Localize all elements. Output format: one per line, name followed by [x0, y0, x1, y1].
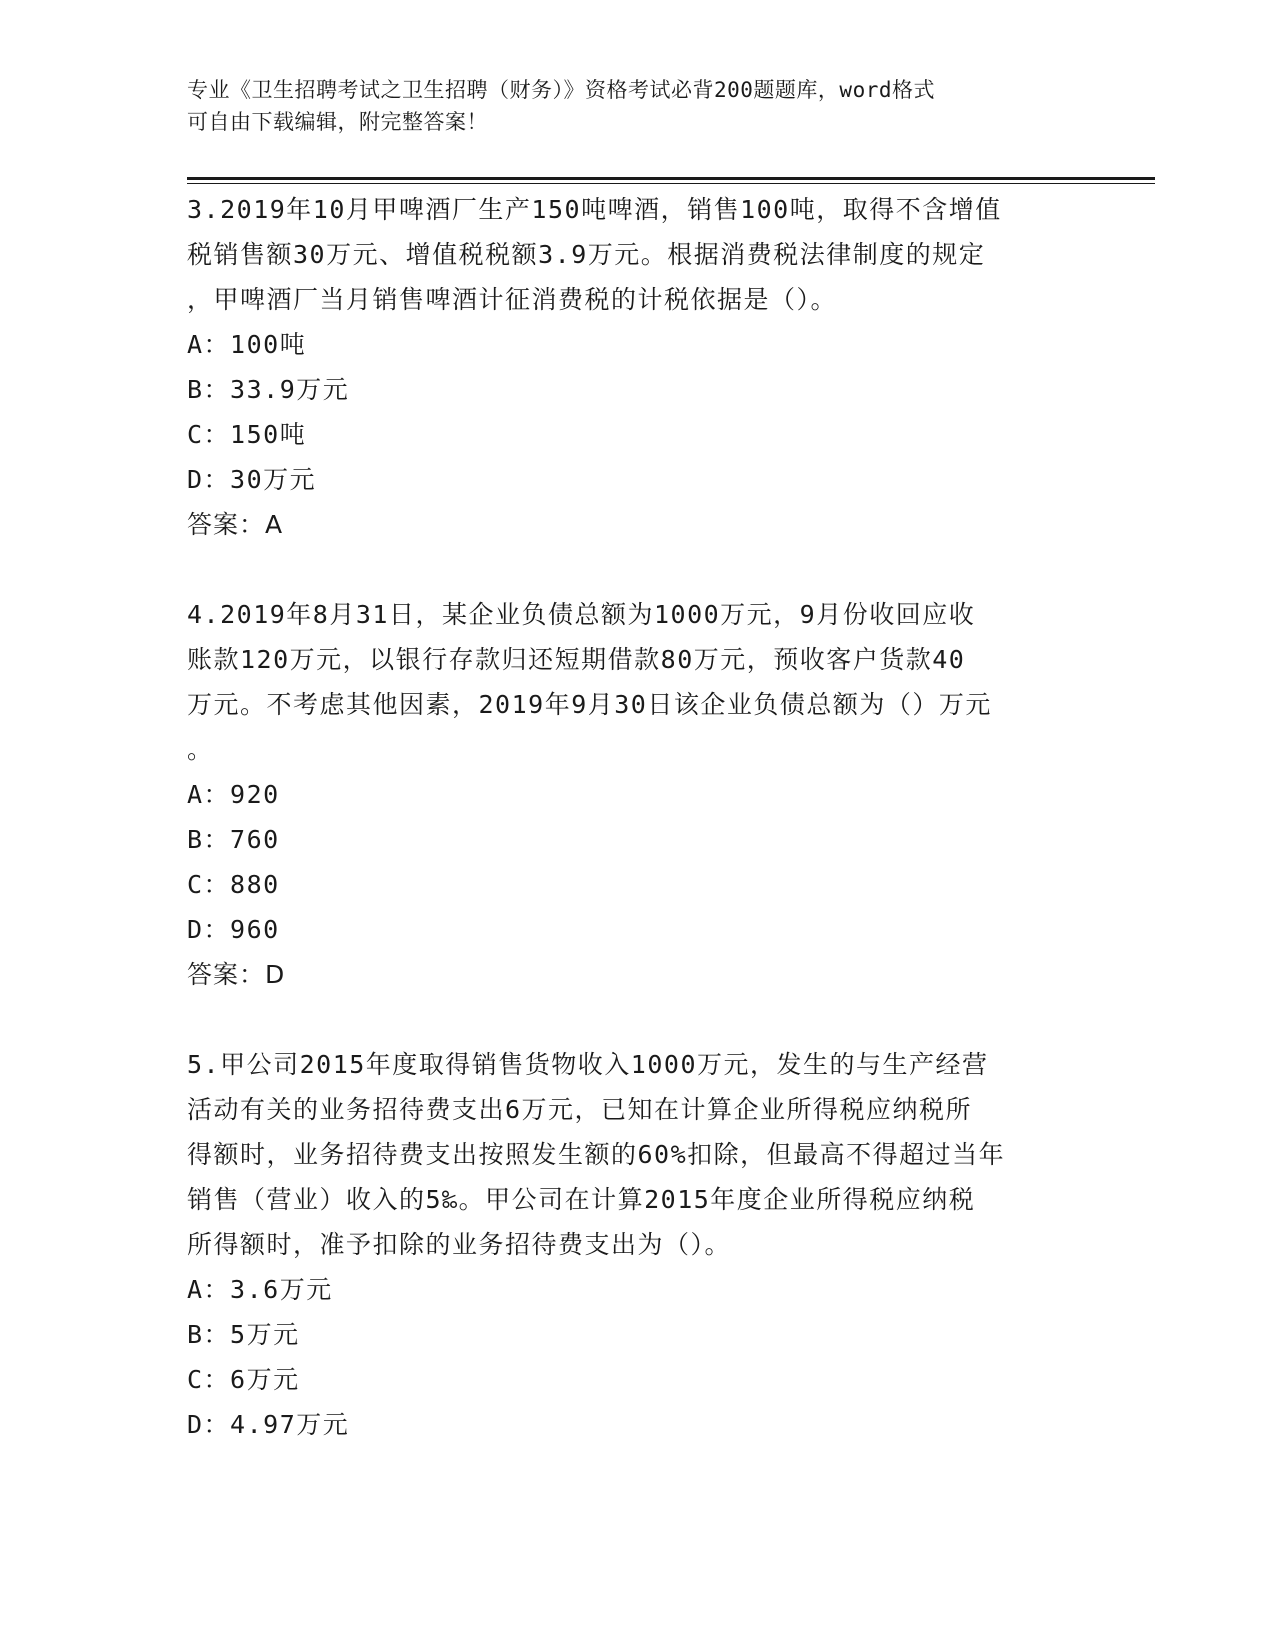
document-header: [187, 74, 1087, 138]
question-list: [187, 187, 1087, 1492]
question-4-text-line: 万元。不考虑其他因素，2019年9月30日该企业负债总额为（）万元: [187, 690, 992, 719]
question-3: [187, 187, 1087, 547]
header-divider-thick: [187, 177, 1155, 180]
question-3-option-a: A：100吨: [187, 330, 307, 359]
header-divider-thin: [187, 183, 1155, 184]
header-line-2: 可自由下载编辑，附完整答案！: [187, 110, 488, 134]
question-4-answer: 答案：D: [187, 960, 286, 989]
question-4-text-line: 账款120万元，以银行存款归还短期借款80万元，预收客户货款40: [187, 645, 966, 674]
question-5-text-line: 活动有关的业务招待费支出6万元，已知在计算企业所得税应纳税所: [187, 1095, 973, 1124]
question-5-option-d: D：4.97万元: [187, 1410, 350, 1439]
question-4-option-d: D：960: [187, 915, 280, 944]
question-3-option-b: B：33.9万元: [187, 375, 350, 404]
question-3-text-line: 3.2019年10月甲啤酒厂生产150吨啤酒，销售100吨，取得不含增值: [187, 195, 1002, 224]
question-5-text-line: 所得额时，准予扣除的业务招待费支出为（）。: [187, 1230, 732, 1259]
question-3-answer: 答案：A: [187, 510, 284, 539]
question-4: [187, 592, 1087, 997]
header-line-1: 专业《卫生招聘考试之卫生招聘（财务）》资格考试必背200题题库，word格式: [187, 78, 935, 102]
question-5-text-line: 5.甲公司2015年度取得销售货物收入1000万元，发生的与生产经营: [187, 1050, 989, 1079]
question-4-option-a: A：920: [187, 780, 280, 809]
question-5-option-b: B：5万元: [187, 1320, 300, 1349]
question-5-text-line: 销售（营业）收入的5‰。甲公司在计算2015年度企业所得税应纳税: [187, 1185, 976, 1214]
question-4-text-line: 。: [187, 735, 214, 764]
question-5-text-line: 得额时，业务招待费支出按照发生额的60%扣除，但最高不得超过当年: [187, 1140, 1006, 1169]
question-5-option-a: A：3.6万元: [187, 1275, 333, 1304]
question-4-text-line: 4.2019年8月31日，某企业负债总额为1000万元，9月份收回应收: [187, 600, 976, 629]
question-4-option-c: C：880: [187, 870, 280, 899]
question-3-option-d: D：30万元: [187, 465, 317, 494]
question-3-text-line: ，甲啤酒厂当月销售啤酒计征消费税的计税依据是（）。: [187, 285, 838, 314]
question-3-text-line: 税销售额30万元、增值税税额3.9万元。根据消费税法律制度的规定: [187, 240, 986, 269]
question-3-option-c: C：150吨: [187, 420, 307, 449]
question-4-option-b: B：760: [187, 825, 280, 854]
question-5: [187, 1042, 1087, 1447]
question-5-option-c: C：6万元: [187, 1365, 300, 1394]
